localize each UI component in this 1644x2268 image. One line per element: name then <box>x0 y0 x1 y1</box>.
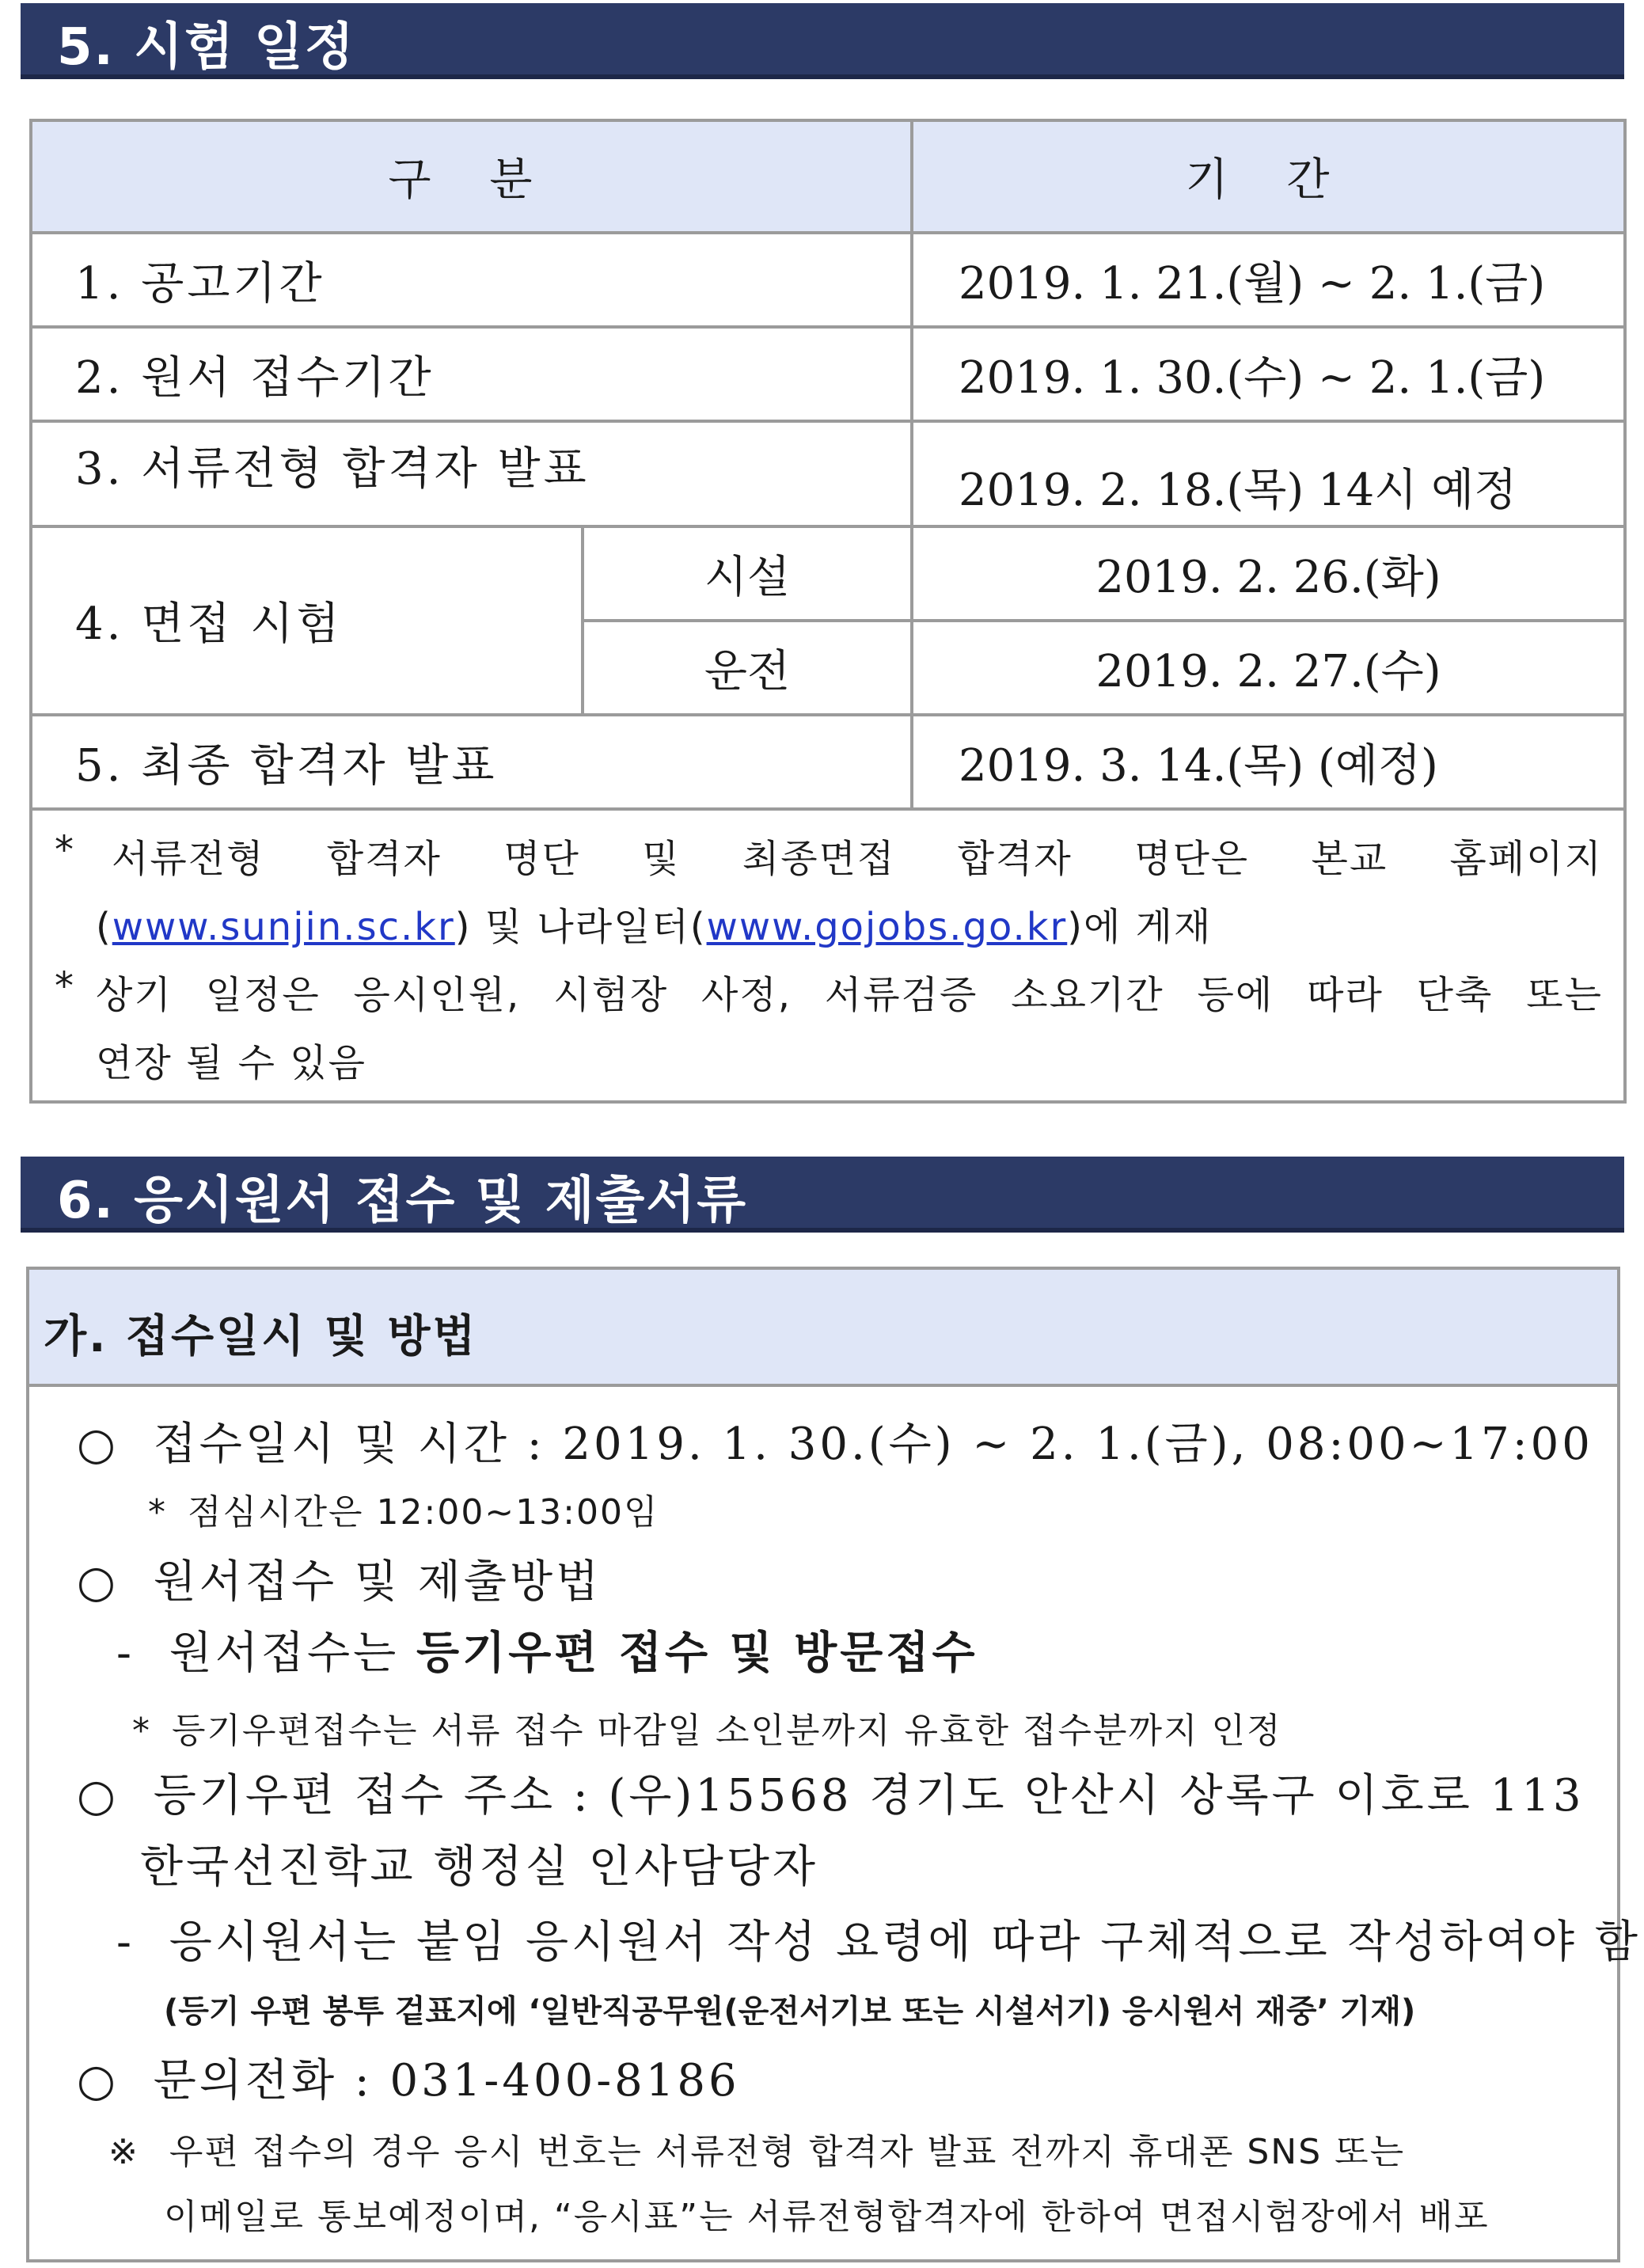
row-sub-label: 운전 <box>583 621 912 715</box>
row-period: 2019. 1. 21.(월) ~ 2. 1.(금) <box>912 233 1625 327</box>
section-6-header <box>21 1157 1624 1233</box>
row-period: 2019. 2. 26.(화) <box>912 526 1625 621</box>
row-sub-label: 시설 <box>583 526 912 621</box>
lunch-note <box>148 1484 659 1534</box>
item-text: 점심시간은 12:00~13:00임 <box>188 1492 659 1533</box>
item-text: 우편 접수의 경우 응시 번호는 서류전형 합격자 발표 전까지 휴대폰 SNS 또는 <box>169 2132 1406 2172</box>
exam-schedule-table <box>29 119 1627 1104</box>
form-note <box>116 1907 1641 1970</box>
note-text: 서류전형 합격자 명단 및 최종면접 합격자 명단은 본교 홈페이지 <box>112 837 1603 881</box>
table-header-row <box>31 120 1625 233</box>
row-period: 2019. 2. 27.(수) <box>912 621 1625 715</box>
item-text: 등기우편접수는 서류 접수 마감일 소인분까지 유효한 접수분까지 인정 <box>172 1711 1282 1751</box>
asterisk-icon: * <box>55 828 75 872</box>
reception-time <box>77 1409 1593 1472</box>
row-label: 5. 최종 합격자 발표 <box>31 715 912 809</box>
reference-mark-icon: ※ <box>108 2132 139 2172</box>
circle-bullet-icon: ○ <box>77 2055 119 2107</box>
phone <box>77 2046 740 2109</box>
asterisk-icon: * <box>132 1711 151 1751</box>
item-bold-text: (등기 우편 봉투 겉표지에 ‘일반직공무원(운전서기보 또는 시설서기) 응시원서 재중’ 기재) <box>164 1993 1416 2030</box>
header-period: 기 간 <box>912 120 1625 233</box>
notes-row <box>31 809 1625 1102</box>
circle-bullet-icon: ○ <box>77 1556 119 1608</box>
item-text: 원서접수 및 제출방법 <box>153 1556 602 1608</box>
asterisk-icon: * <box>55 964 75 1009</box>
header-category: 구 분 <box>31 120 912 233</box>
item-text: 이메일로 통보예정이며, “응시표”는 서류전형합격자에 한하여 면접시험장에서 배포 <box>164 2197 1490 2237</box>
row-period: 2019. 2. 18.(목) 14시 예정 <box>912 421 1625 526</box>
table-row <box>31 233 1625 327</box>
table-row <box>31 327 1625 421</box>
dash-icon: - <box>116 1628 135 1679</box>
subsection-title: 가. 접수일시 및 방법 <box>44 1311 478 1362</box>
item-text: 접수일시 및 시간 : 2019. 1. 30.(수) ~ 2. 1.(금), 08:00~17:00 <box>153 1419 1593 1470</box>
sns-note-line-2 <box>164 2188 1490 2239</box>
circle-bullet-icon: ○ <box>77 1770 119 1822</box>
envelope-note <box>164 1986 1415 2031</box>
row-label: 1. 공고기간 <box>31 233 912 327</box>
table-row <box>31 715 1625 809</box>
note-text: 및 나라일터 <box>471 905 690 949</box>
table-row <box>31 526 1625 621</box>
table-row <box>31 421 1625 526</box>
method-detail <box>116 1618 978 1681</box>
dash-icon: - <box>116 1917 135 1968</box>
subsection-header <box>29 1270 1617 1387</box>
notes-cell: * 서류전형 합격자 명단 및 최종면접 합격자 명단은 본교 홈페이지 (www.sunjin.sc.kr) 및 나라일터(www.gojobs.go.kr)에 게재 * 상기 일정은 응시인원, 시험장 사정, 서류검증 소요기간 등에 따라 단축 또는 연장 될 수 있음 <box>31 809 1625 1102</box>
section-5-title: 5. 시험 일정 <box>57 18 355 77</box>
homepage-link[interactable]: www.sunjin.sc.kr <box>112 905 455 949</box>
section-6-title: 6. 응시원서 접수 및 제출서류 <box>57 1172 748 1230</box>
sns-note-line-1 <box>108 2123 1405 2174</box>
address-line-1 <box>77 1761 1585 1824</box>
row-period: 2019. 3. 14.(목) (예정) <box>912 715 1625 809</box>
item-text: 응시원서는 붙임 응시원서 작성 요령에 따라 구체적으로 작성하여야 함 <box>169 1917 1641 1968</box>
item-text: 원서접수는 <box>169 1628 417 1679</box>
item-text: 문의전화 : 031-400-8186 <box>153 2055 740 2107</box>
gojobs-link[interactable]: www.gojobs.go.kr <box>706 905 1068 949</box>
item-bold-text: 등기우편 접수 및 방문접수 <box>416 1628 978 1679</box>
section-5-header <box>21 3 1624 79</box>
note-text: 에 게재 <box>1084 905 1213 949</box>
circle-bullet-icon: ○ <box>77 1419 119 1470</box>
item-text: 등기우편 접수 주소 : (우)15568 경기도 안산시 상록구 이호로 113 <box>153 1770 1585 1822</box>
note-text: 연장 될 수 있음 <box>96 1041 366 1085</box>
item-text: 한국선진학교 행정실 인사담당자 <box>140 1841 818 1893</box>
row-label: 2. 원서 접수기간 <box>31 327 912 421</box>
address-line-2 <box>140 1832 818 1895</box>
row-period: 2019. 1. 30.(수) ~ 2. 1.(금) <box>912 327 1625 421</box>
postal-note <box>132 1702 1282 1753</box>
asterisk-icon: * <box>148 1492 167 1533</box>
method-title <box>77 1547 602 1610</box>
note-text: 상기 일정은 응시인원, 시험장 사정, 서류검증 소요기간 등에 따라 단축 또는 <box>96 973 1603 1017</box>
row-label: 4. 면접 시험 <box>31 526 583 715</box>
row-label: 3. 서류전형 합격자 발표 <box>31 421 912 526</box>
application-box <box>26 1267 1641 2262</box>
